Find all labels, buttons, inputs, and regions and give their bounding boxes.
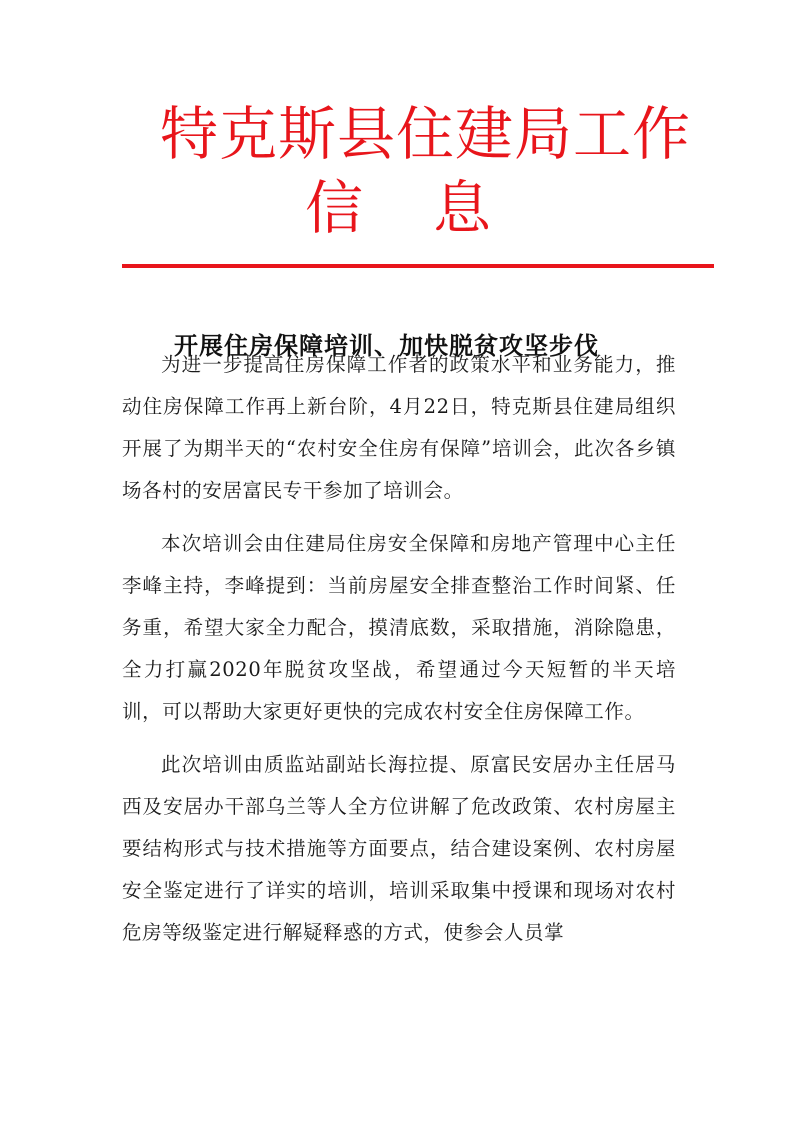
paragraph-3: 此次培训由质监站副站长海拉提、原富民安居办主任居马西及安居办干部乌兰等人全方位讲解了危改政策、农村房屋主要结构形式与技术措施等方面要点，结合建设案例、农村房屋安全鉴定进行了详实的培训，培训采取集中授课和现场对农村危房等级鉴定进行解疑释惑的方式，使参会人员掌 [122,753,676,944]
paragraph-1: 为进一步提高住房保障工作者的政策水平和业务能力，推动住房保障工作再上新台阶，4月22日，特克斯县住建局组织开展了为期半天的“农村安全住房有保障”培训会，此次各乡镇场各村的安居富民专干参加了培训会。 [122,353,676,502]
article-body [122,344,676,965]
header-divider [122,264,714,268]
header-title-char-xi: 息 [433,174,492,242]
article-title: 开展住房保障培训、加快脱贫攻坚步伐 [174,331,599,360]
header-title-line1: 特克斯县住建局工作 [160,100,692,168]
header-title-char-xin: 信 [305,174,364,242]
header-title-line2 [305,172,491,244]
paragraph-2: 本次培训会由住建局住房安全保障和房地产管理中心主任李峰主持，李峰提到：当前房屋安全排查整治工作时间紧、任务重，希望大家全力配合，摸清底数，采取措施，消除隐患，全力打赢2020年脱贫攻坚战，希望通过今天短暂的半天培训，可以帮助大家更好更快的完成农村安全住房保障工作。 [122,532,676,723]
